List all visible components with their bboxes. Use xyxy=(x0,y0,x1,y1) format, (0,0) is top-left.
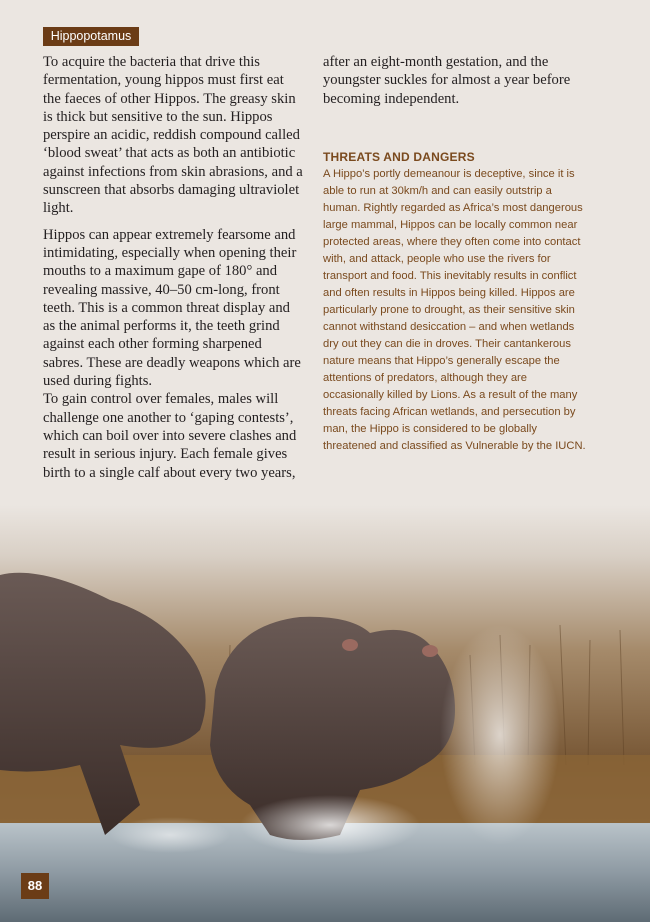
section-tag: Hippopotamus xyxy=(43,27,139,46)
paragraph-bacteria: To acquire the bacteria that drive this fermentation, young hippos must first eat the faeces of other Hippos. The greasy skin is thick but sensitive to the sun. Hippos perspire an acidic, reddish compound called ‘blood sweat’ that acts as both an antibiotic against infections from skin abrasions, and a sunscreen that absorbs damaging ultraviolet light. xyxy=(43,54,303,217)
left-column xyxy=(43,53,305,482)
hippo-photo xyxy=(0,505,650,922)
threats-heading: THREATS AND DANGERS xyxy=(323,150,475,164)
threats-body: A Hippo’s portly demeanour is deceptive, since it is able to run at 30km/h and can easily outstrip a human. Rightly regarded as Africa’s most dangerous large mammal, Hippos can be locally common near protected areas, where they often come into contact with, and attack, people who use the rivers for transport and food. This inevitably results in conflict and often results in Hippos being killed. Hippos are particularly prone to drought, as their sensitive skin cannot withstand desiccation – and when wetlands dry out they can die in droves. Their cantankerous nature means that Hippo’s generally escape the attentions of predators, although they are occasionally killed by Lions. As a result of the many threats facing African wetlands, and persecution by man, the Hippo is considered to be globally threatened and classified as Vulnerable by the IUCN. xyxy=(323,168,586,452)
right-column xyxy=(323,53,591,108)
paragraph-gape: Hippos can appear extremely fearsome and intimidating, especially when opening their mouths to a maximum gape of 180° and revealing massive, 40–50 cm-long, front teeth. This is a common threat display and as the animal performs it, the teeth grind against each other forming sharpened sabres. These are deadly weapons which are used during fights. xyxy=(43,226,301,390)
paragraph-contests: To gain control over females, males will challenge one another to ‘gaping contests’, which can boil over into severe clashes and result in serious injury. Each female gives birth to a single calf about every two years, xyxy=(43,391,297,481)
paragraph-gestation: after an eight-month gestation, and the youngster suckles for almost a year before becoming independent. xyxy=(323,54,571,107)
page-number: 88 xyxy=(21,873,49,899)
